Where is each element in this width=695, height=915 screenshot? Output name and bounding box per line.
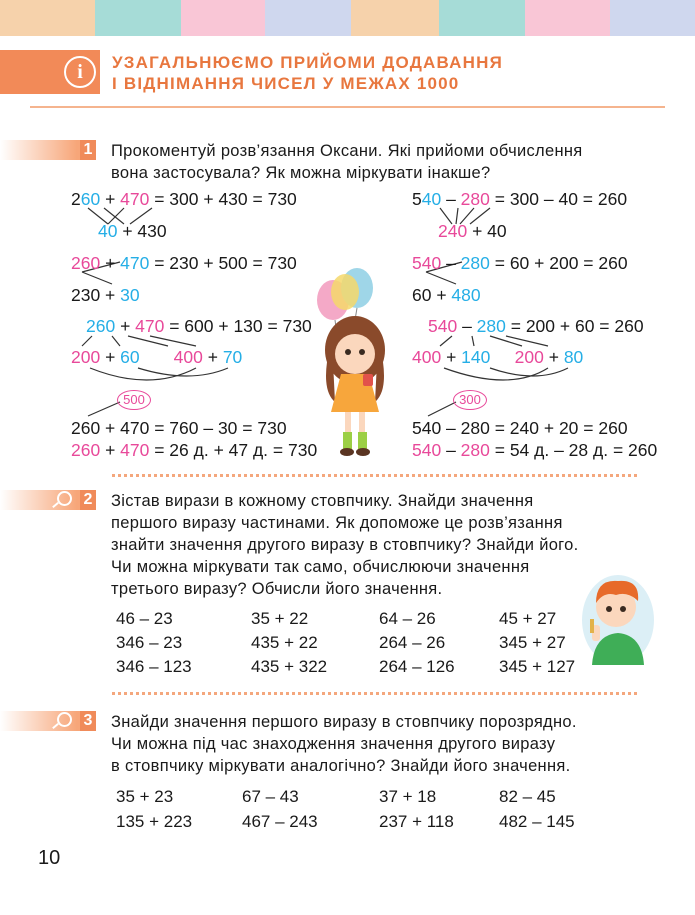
info-icon: i — [64, 56, 96, 88]
equation-1b: 260 + 470 = 230 + 500 = 730 — [71, 253, 297, 273]
task-1-number: 1 — [80, 140, 96, 160]
expression: 482 – 145 — [499, 812, 575, 831]
equation-1a: 260 + 470 = 300 + 430 = 730 — [71, 189, 297, 209]
girl-with-balloons-illustration — [305, 262, 405, 462]
expression: 135 + 223 — [116, 812, 193, 831]
task-3-line-1: Знайди значення першого виразу в стовпчику порозрядно. — [111, 713, 577, 731]
magnifier-icon — [57, 491, 72, 506]
task-2-line-5: третього виразу? Обчисли його значення. — [111, 580, 443, 598]
expression: 64 – 26 — [379, 609, 436, 628]
separator-2 — [112, 692, 637, 695]
task-2-line-2: першого виразу частинами. Як допоможе це розв’язання — [111, 514, 563, 532]
equation-1a-sub: 40 + 430 — [98, 221, 167, 241]
task-3-number: 3 — [80, 711, 96, 731]
expression: 45 + 27 — [499, 609, 557, 628]
expression: 345 + 127 — [499, 657, 576, 676]
equation-1e: 260 + 470 = 26 д. + 47 д. = 730 — [71, 440, 318, 460]
bracket-1c — [82, 336, 196, 346]
task-2-number: 2 — [80, 490, 96, 510]
expression: 435 + 22 — [251, 633, 318, 652]
task-3-number-tab — [0, 711, 96, 731]
page-title-line-1: УЗАГАЛЬНЮЄМО ПРИЙОМИ ДОДАВАННЯ — [112, 53, 504, 72]
expression: 435 + 322 — [251, 657, 328, 676]
expression: 37 + 18 — [379, 787, 437, 806]
expression: 82 – 45 — [499, 787, 556, 806]
arc-1b — [138, 368, 228, 376]
equation-2c-sub: 400 + 140 200 + 80 — [412, 347, 584, 367]
equation-2b-sub: 60 + 480 — [412, 285, 481, 305]
bracket-2c — [440, 336, 548, 346]
expression: 345 + 27 — [499, 633, 566, 652]
expression: 67 – 43 — [242, 787, 299, 806]
task-3-text — [111, 711, 577, 777]
equation-1b-sub: 230 + 30 — [71, 285, 140, 305]
arrow-500 — [88, 402, 120, 416]
arrow-300 — [428, 402, 456, 416]
ring-500: 500 — [117, 390, 151, 410]
equation-2d: 540 – 280 = 240 + 20 = 260 — [412, 418, 628, 438]
task-3-line-3: в стовпчику міркувати аналогічно? Знайди його значення. — [111, 757, 571, 775]
task-2-line-1: Зістав вирази в кожному стовпчику. Знайди значення — [111, 492, 534, 510]
page-title-line-2: І ВІДНІМАННЯ ЧИСЕЛ У МЕЖАХ 1000 — [112, 74, 460, 93]
magnifier-icon — [57, 712, 72, 727]
boy-illustration — [578, 565, 658, 675]
expression: 237 + 118 — [379, 812, 454, 831]
task-2-line-4: Чи можна міркувати так само, обчислюючи значення — [111, 558, 530, 576]
page-number: 10 — [38, 847, 61, 869]
expression: 46 – 23 — [116, 609, 173, 628]
expression: 467 – 243 — [242, 812, 318, 831]
equation-2c: 540 – 280 = 200 + 60 = 260 — [428, 316, 644, 336]
separator-1 — [112, 474, 637, 477]
equation-1c-sub: 200 + 60 400 + 70 — [71, 347, 243, 367]
equation-2e: 540 – 280 = 54 д. – 28 д. = 260 — [412, 440, 658, 460]
equation-2b: 540 – 280 = 60 + 200 = 260 — [412, 253, 628, 273]
expression: 264 – 126 — [379, 657, 455, 676]
equation-1d: 260 + 470 = 760 – 30 = 730 — [71, 418, 287, 438]
task-2-number-tab — [0, 490, 96, 510]
task-2-line-3: знайти значення другого виразу в стовпчику? Знайди його. — [111, 536, 579, 554]
equation-2a: 540 – 280 = 300 – 40 = 260 — [412, 189, 628, 209]
task-1-line-2: вона застосувала? Як можна міркувати інакше? — [111, 164, 491, 182]
task-2-text — [111, 490, 579, 600]
arc-2b — [490, 368, 568, 376]
task-1-line-1: Прокоментуй розв’язання Оксани. Які прийоми обчислення — [111, 142, 583, 160]
task-3-line-2: Чи можна під час знаходження значення другого виразу — [111, 735, 556, 753]
equation-2a-sub: 240 + 40 — [438, 221, 507, 241]
expression: 35 + 23 — [116, 787, 174, 806]
expression: 346 – 123 — [116, 657, 192, 676]
expression: 264 – 26 — [379, 633, 446, 652]
expression: 346 – 23 — [116, 633, 183, 652]
equation-1c: 260 + 470 = 600 + 130 = 730 — [86, 316, 312, 336]
ring-300: 300 — [453, 390, 487, 410]
expression: 35 + 22 — [251, 609, 309, 628]
